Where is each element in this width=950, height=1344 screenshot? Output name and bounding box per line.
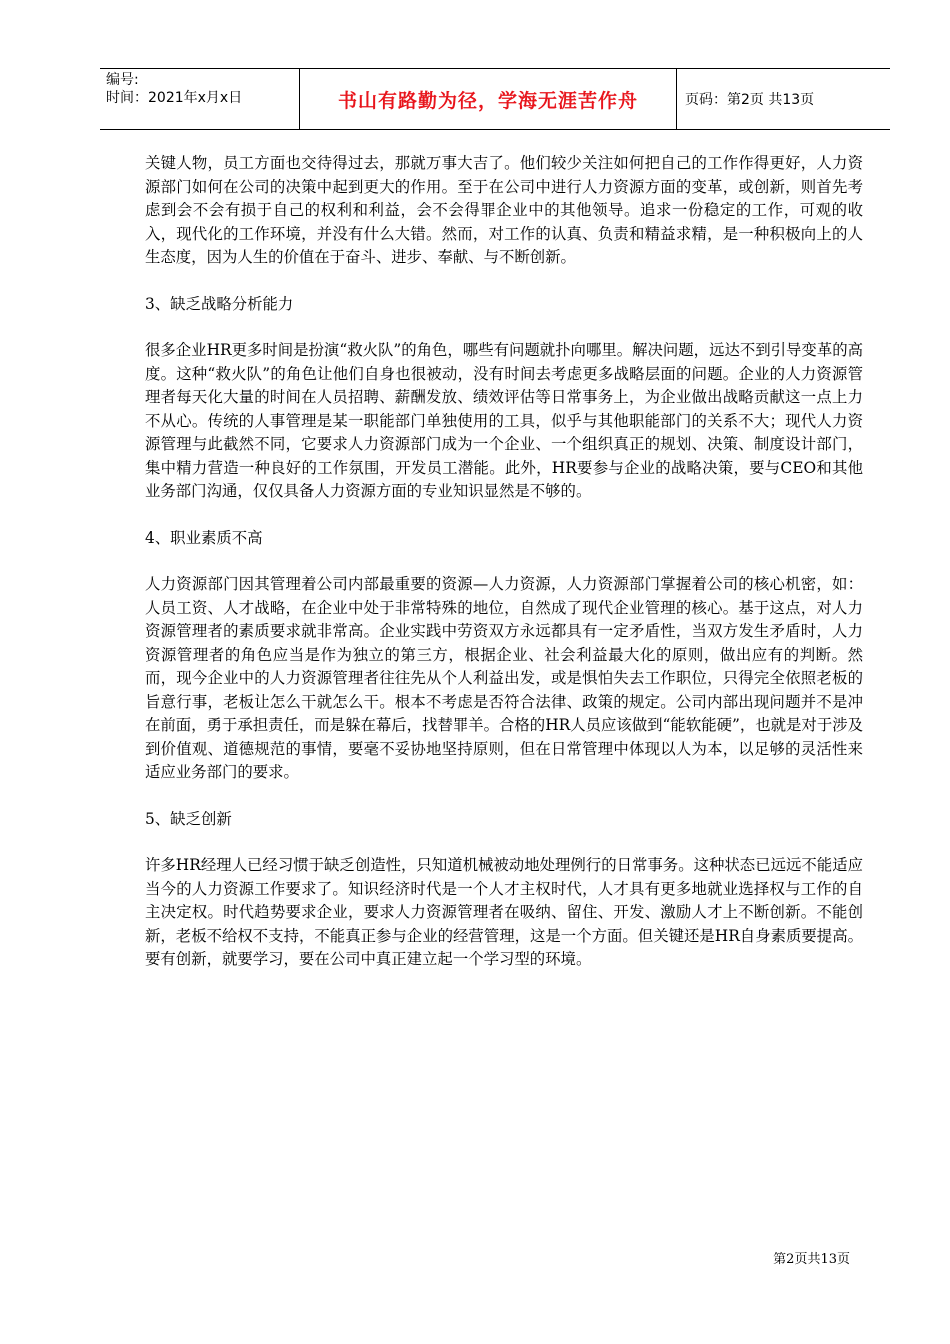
document-body: [145, 152, 863, 972]
paragraph-4: 许多HR经理人已经习惯于缺乏创造性，只知道机械被动地处理例行的日常事务。这种状态已远远不能适应当今的人力资源工作要求了。知识经济时代是一个人才主权时代，人才具有更多地就业选择权与工作的自主决定权。时代趋势要求企业，要求人力资源管理者在吸纳、留住、开发、激励人才上不断创新。不能创新，老板不给权不支持，不能真正参与企业的经营管理，这是一个方面。但关键还是HR自身素质要提高。要有创新，就要学习，要在公司中真正建立起一个学习型的环境。: [145, 856, 863, 968]
number-label: 编号:: [106, 72, 139, 88]
section-heading-3: 3、缺乏战略分析能力: [145, 294, 294, 313]
page-footer: [773, 1248, 850, 1267]
page-code: 页码：第2页 共13页: [685, 92, 815, 108]
paragraph-3: 人力资源部门因其管理着公司内部最重要的资源—人力资源，人力资源部门掌握着公司的核心机密，如：人员工资、人才战略，在企业中处于非常特殊的地位，自然成了现代企业管理的核心。基于这点，对人力资源管理者的素质要求就非常高。企业实践中劳资双方永远都具有一定矛盾性，当双方发生矛盾时，人力资源管理者的角色应当是作为独立的第三方，根据企业、社会利益最大化的原则，做出应有的判断。然而，现今企业中的人力资源管理者往往先从个人利益出发，或是惧怕失去工作职位，只得完全依照老板的旨意行事，老板让怎么干就怎么干。根本不考虑是否符合法律、政策的规定。公司内部出现问题并不是冲在前面，勇于承担责任，而是躲在幕后，找替罪羊。合格的HR人员应该做到“能软能硬”，也就是对于涉及到价值观、道德规范的事情，要毫不妥协地坚持原则，但在日常管理中体现以人为本，以足够的灵活性来适应业务部门的要求。: [145, 575, 863, 781]
header-meta: [100, 69, 300, 129]
paragraph-1: 关键人物，员工方面也交待得过去，那就万事大吉了。他们较少关注如何把自己的工作作得更好，人力资源部门如何在公司的决策中起到更大的作用。至于在公司中进行人力资源方面的变革，或创新，则首先考虑到会不会有损于自己的权利和利益，会不会得罪企业中的其他领导。追求一份稳定的工作，可观的收入，现代化的工作环境，并没有什么大错。然而，对工作的认真、负责和精益求精，是一种积极向上的人生态度，因为人生的价值在于奋斗、进步、奉献、与不断创新。: [145, 154, 863, 266]
section-heading-4: 4、职业素质不高: [145, 528, 263, 547]
section-heading-5: 5、缺乏创新: [145, 809, 232, 828]
paragraph-2: 很多企业HR更多时间是扮演“救火队”的角色，哪些有问题就扑向哪里。解决问题，远达不到引导变革的高度。这种“救火队”的角色让他们自身也很被动，没有时间去考虑更多战略层面的问题。企业的人力资源管理者每天化大量的时间在人员招聘、薪酬发放、绩效评估等日常事务上，为企业做出战略贡献这一点上力不从心。传统的人事管理是某一职能部门单独使用的工具，似乎与其他职能部门的关系不大；现代人力资源管理与此截然不同，它要求人力资源部门成为一个企业、一个组织真正的规划、决策、制度设计部门，集中精力营造一种良好的工作氛围，开发员工潜能。此外，HR要参与企业的战略决策，要与CEO和其他业务部门沟通，仅仅具备人力资源方面的专业知识显然是不够的。: [145, 341, 863, 500]
time-label: 时间：2021年x月x日: [106, 90, 243, 106]
footer-page-info: 第2页共13页: [773, 1252, 850, 1267]
header-page-cell: [677, 69, 890, 129]
motto: 书山有路勤为径，学海无涯苦作舟: [337, 89, 638, 112]
page-header: [100, 68, 890, 130]
header-motto-cell: [300, 69, 677, 129]
